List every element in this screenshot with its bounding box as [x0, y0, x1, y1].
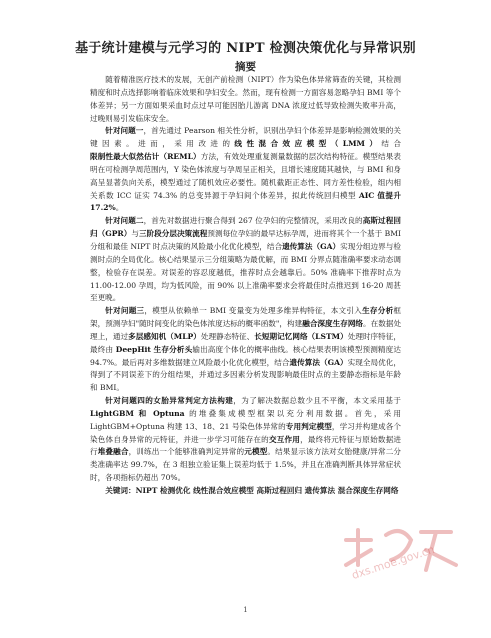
paragraph-text: 实现全局优化，得到了不同误差下的分组结果，并通过多因素分析发现影响最佳时点的主要静态指标是年龄和 BMI。 [90, 357, 401, 393]
abstract-paragraph [90, 74, 401, 125]
paragraph-text: 框架，预测孕妇 [90, 306, 402, 329]
paragraph-text: 。 [115, 203, 124, 213]
keywords-label: 关键词： [105, 486, 136, 495]
paragraph-text: 处理静态特征、 [200, 331, 255, 341]
bold-text: 三阶段分层决策流程 [138, 229, 208, 239]
bold-text: 多层感知机（MLP） [128, 331, 201, 341]
paragraph-text: 。结果显示该方法对女胎健康/异常二分类准确率达 99.7%，在 3 组独立验证集上误差均低于 1.5%，并且在准确判断具体异常症状时，各项指标仍超出 70%。 [90, 447, 402, 483]
bold-text: 堆叠融合 [97, 447, 129, 457]
paragraph-text: " [275, 319, 280, 329]
bold-text: 针对问题三 [105, 306, 145, 316]
paragraph-text: 随时间变化的染色体浓度达标的概率函数 [139, 319, 276, 329]
paragraph-text: ，最终将元特征与原始数据进行 [90, 434, 402, 457]
paragraph-text: ，为了解决数据总数少且不平衡，本文采用基于 [233, 396, 402, 406]
abstract-heading: 摘要 [235, 61, 256, 73]
paragraph-text: ，训练出一个能够准确判定异常的 [128, 447, 245, 457]
paragraph-text: ，模型从依赖单一 BMI 变量变为处理多维异构特征，本文引入 [144, 306, 363, 316]
bold-text: 长短期记忆网络（LSTM） [254, 331, 348, 341]
paragraph-text: 随着精准医疗技术的发展，无创产前检测（NIPT）作为染色体异常筛查的关键，其检测精度和时点选择影响着临床效果和孕妇安全。然而，现有检测一方面容易忽略孕妇 BMI 等个体差异；另一方面如果采血时点过早可能因胎儿游离 DNA 浓度过低导致检测失败率升高，过晚则易引发临床安全。 [90, 75, 401, 123]
paragraph-text: 预测每位孕妇的最早达标孕周，进而将其个一个基于 BMI 分组和最佳 NIPT 时点决策的风险最小化优化模型，结合 [90, 229, 401, 251]
bold-text: 限制性最大似然估计（REML） [90, 152, 201, 162]
abstract-paragraph [90, 395, 401, 485]
bold-text: 融合深度生存网络 [302, 319, 364, 329]
bold-text: 针对问题二 [105, 216, 144, 226]
paper-title: 基于统计建模与元学习的 NIPT 检测决策优化与异常识别 [75, 41, 416, 56]
paragraph-text: 处理时序特征，最终由 [90, 331, 402, 354]
paragraph-text: ，首先对数据进行聚合得到 267 位孕妇的完整情况，采用改良的 [143, 216, 363, 226]
bold-text: 交互作用 [268, 434, 301, 444]
paragraph-text: 与 [131, 229, 139, 239]
bold-text: 针对问题四的女胎异常判定方法构建 [105, 396, 234, 406]
paragraph-text: 的堆叠集成模型框架以充分利用数据。首先，采用 LightGBM+Optuna 构建 13、18、21 号染色体异常的 [90, 408, 401, 431]
paragraph-text: " [135, 319, 140, 329]
paragraph-text: 。在数据处理上，通过 [90, 319, 402, 341]
paragraph-text: ，学习并构建成各个染色体自身异常的元特征，并进一步学习可能存在的 [90, 421, 401, 444]
bold-text: 遗传算法（GA） [282, 241, 341, 251]
bold-text: 高斯过程回归（GPR） [90, 216, 401, 239]
abstract-paragraph [90, 305, 401, 395]
bold-text: 元模型 [244, 447, 268, 457]
paragraph-text: 输出高度个体化的概率曲线。核心结果表明该模型预测精度达 94.7%。最后再对多维数据建立风险最小化优化模型，结合 [90, 344, 401, 367]
bold-text: AIC 值提升 17.2% [90, 190, 401, 213]
bold-text: LightGBM 和 Optuna [90, 408, 185, 418]
abstract-paragraph [90, 125, 401, 215]
keywords-line [90, 485, 401, 498]
abstract-body [90, 74, 401, 498]
page-number: 1 [243, 606, 248, 614]
bold-text: 专用判定模型 [285, 421, 332, 431]
bold-text: 生存分析 [362, 306, 394, 316]
bold-text: 遗传算法（GA） [289, 357, 348, 367]
paragraph-text: 方法，有效处理重复测量数据的层次结构特征。模型结果表明在可检测孕周范围内，Y 染色体浓度与孕周呈正相关，且增长速度随其越快，与 BMI 和身高呈显著负向关系，模型通过了随机效应必要性。随机截距正态性、同方差性检验，组内相关系数 ICC 证实 74.3% 的总变异源于孕妇间个体差异，拟此传统回归模型 [90, 152, 401, 200]
bold-text: 针对问题一 [105, 126, 144, 136]
paragraph-text: ，构建 [279, 319, 303, 329]
paragraph-text: 实现分组边界与检测时点的全局优化。核心结果显示三分组策略为最优解，而 BMI 分界点随准确率要求动态调整，检验存在误差。对误差的容忍度越低，推荐时点会越靠后。50% 准确率下推荐时点为 11.00-12.00 孕周，均为低风险，而 90% 以上准确率要求会将最佳时点推迟到 16-20 周甚至更晚。 [90, 241, 401, 303]
paragraph-text: 结合 [381, 139, 402, 149]
abstract-paragraph [90, 215, 401, 305]
bold-text: DeepHit 生存分析头 [115, 344, 193, 354]
paragraph-text: ，首先通过 Pearson 相关性分析，识别出孕妇个体差异是影响检测效果的关键因素。进而，采用改进的 [90, 126, 402, 149]
watermark-text: dxs.moe.gov.cn [350, 542, 437, 583]
bold-text: 线性混合效应模型（LMM） [234, 139, 382, 149]
abstract-paragraphs [90, 74, 401, 485]
keywords-text: NIPT 检测优化 线性混合效应模型 高斯过程回归 遗传算法 混合深度生存网络 [135, 486, 399, 495]
